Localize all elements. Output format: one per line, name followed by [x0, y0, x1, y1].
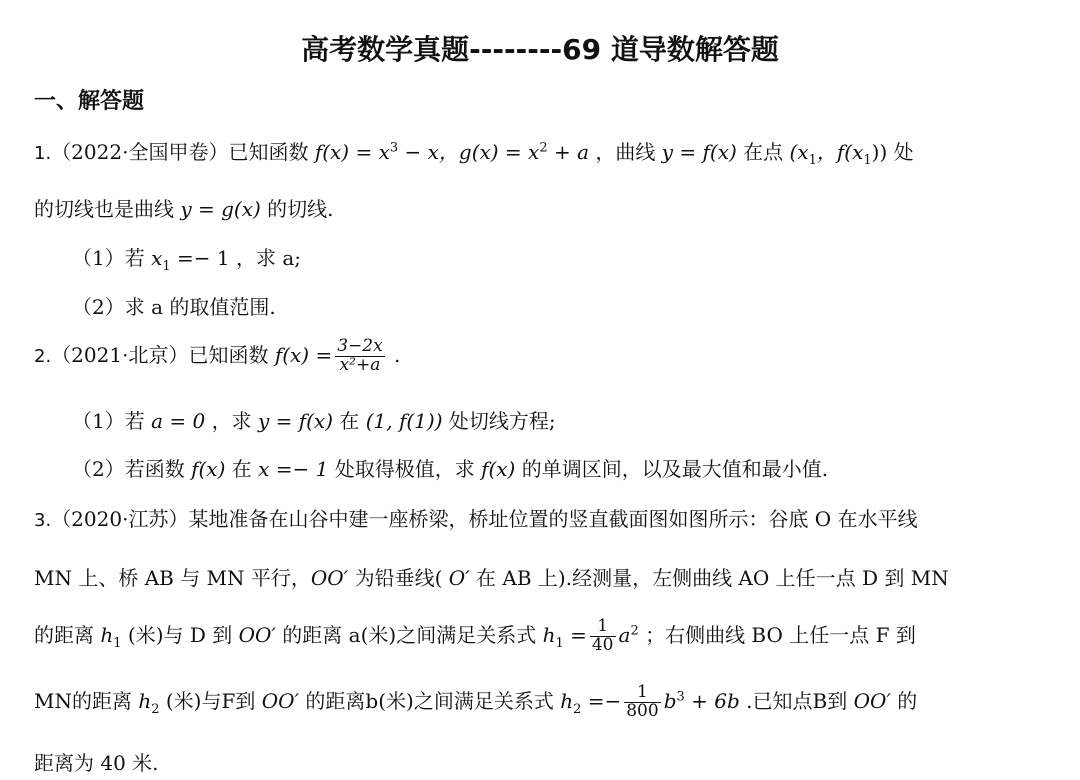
- q1-line2: 的切线也是曲线 y = g(x) 的切线.: [34, 197, 334, 221]
- q2-part1: （1）若 a = 0 ，求 y = f(x) 在 (1, f(1)) 处切线方程;: [72, 409, 556, 433]
- q1-text3: 在点: [736, 140, 790, 164]
- q3-fraction-1: $\frac{1}{40}$: [591, 616, 614, 655]
- q2-fraction: $\frac{3-2x}{\text{x²+a}}$: [337, 336, 383, 375]
- q2-source: （2021·北京）: [51, 342, 189, 367]
- q3-fraction-2: $\frac{1}{800}$: [626, 682, 659, 721]
- q3-line1: 3.（2020·江苏）某地准备在山谷中建一座桥梁，桥址位置的竖直截面图如图所示：谷底 O 在水平线: [34, 507, 918, 531]
- q3-number: 3.: [34, 510, 52, 531]
- section-heading: 一、解答题: [34, 89, 145, 114]
- q2-number: 2.: [34, 345, 52, 367]
- q1-text: 已知函数: [228, 140, 315, 164]
- q1-part2: （2）求 a 的取值范围.: [72, 295, 276, 319]
- q3-line4: MN的距离 $h_2$ (米)与F到 OO′ 的距离b(米)之间满足关系式 $h_2$ =− $\frac{1}{800}$ $b^3 + 6b$ .已知点B到 OO′ 的: [34, 682, 918, 721]
- q3-source: （2020·江苏）: [51, 507, 189, 531]
- q2-line1: 2.（2021·北京）已知函数 f(x) = $\frac{3-2x}{\text{x²+a}}$ .: [34, 336, 401, 375]
- page-title: 高考数学真题--------69 道导数解答题: [301, 33, 779, 66]
- q1-fx: $f(x) = x^3 - x$，$g(x) = x^2 + a$: [314, 140, 590, 164]
- q1-source: （2022·全国甲卷）: [51, 140, 229, 164]
- q2-part2: （2）若函数 f(x) 在 x =− 1 处取得极值，求 f(x) 的单调区间，以及最大值和最小值.: [72, 457, 829, 481]
- q1-text2: ，曲线: [589, 140, 662, 164]
- q1-gcurve: y = g(x): [180, 197, 261, 221]
- q1-line1: [34, 136, 914, 168]
- q1-text4: )) 处: [871, 140, 914, 164]
- q3-line2: MN 上、桥 AB 与 MN 平行，OO′ 为铅垂线( O′ 在 AB 上).经测量，左侧曲线 AO 上任一点 D 到 MN: [34, 566, 949, 590]
- q1-curve: y = f(x): [661, 140, 737, 164]
- q3-line5: 距离为 40 米.: [34, 751, 159, 775]
- q3-line3: 的距离 $h_1$ (米)与 D 到 OO′ 的距离 a(米)之间满足关系式 $h_1$ = $\frac{1}{40}$ $a^2$ ；右侧曲线 BO 上任一点 F 到: [34, 616, 916, 655]
- q1-point: ($x_1$，$f(x_1$: [789, 140, 872, 168]
- q1-part1: （1）若 $x_1 =- 1$ ，求 a;: [72, 246, 302, 274]
- q1-number: 1.: [34, 143, 52, 164]
